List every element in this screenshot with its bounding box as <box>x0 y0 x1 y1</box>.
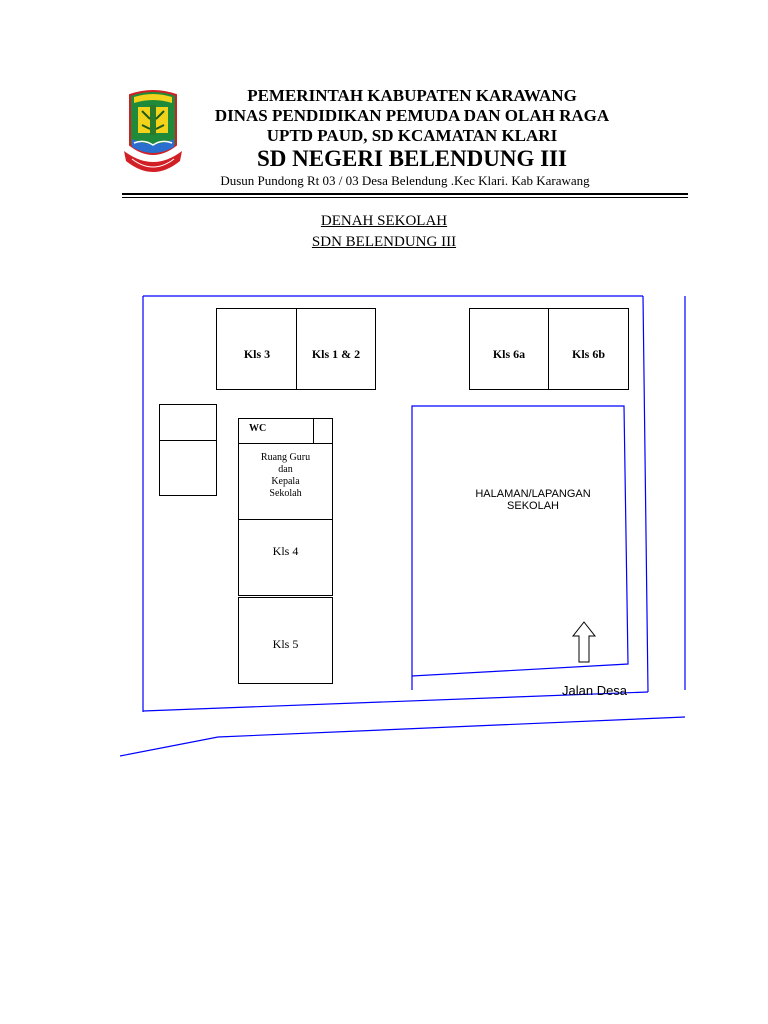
room-kls-5 <box>238 597 333 684</box>
room-wc-small <box>313 418 333 444</box>
room-kls-4-label: Kls 4 <box>272 544 299 558</box>
room-ruang-guru <box>238 443 333 520</box>
room-kls-6a <box>469 308 549 390</box>
school-address: Dusun Pundong Rt 03 / 03 Desa Belendung .Kec Klari. Kab Karawang <box>220 173 590 188</box>
room-kls-3-label: Kls 3 <box>243 347 271 361</box>
header-line-1: PEMERINTAH KABUPATEN KARAWANG <box>247 86 577 105</box>
room-wc <box>238 418 314 444</box>
small-building-lower <box>159 440 217 496</box>
small-building-upper <box>159 404 217 441</box>
road-edge <box>120 717 685 756</box>
room-kls-4 <box>238 519 333 596</box>
school-name: SD NEGERI BELENDUNG III <box>257 146 567 171</box>
header-line-3: UPTD PAUD, SD KCAMATAN KLARI <box>266 126 558 145</box>
road-label: Jalan Desa <box>562 683 628 698</box>
field-label-line-1: HALAMAN/LAPANGAN <box>475 488 591 500</box>
map-title-line-1: DENAH SEKOLAH <box>320 213 448 229</box>
room-ruang-guru-line-2: dan <box>278 464 293 475</box>
room-wc-label: WC <box>249 423 267 434</box>
room-kls-6b <box>548 308 629 390</box>
room-kls-5-label: Kls 5 <box>272 637 299 651</box>
room-kls-3 <box>216 308 297 390</box>
header-line-2: DINAS PENDIDIKAN PEMUDA DAN OLAH RAGA <box>214 106 610 125</box>
room-kls-6b-label: Kls 6b <box>571 347 605 361</box>
field-label-line-2: SEKOLAH <box>507 500 559 512</box>
map-title-line-2: SDN BELENDUNG III <box>311 234 457 250</box>
room-ruang-guru-line-1: Ruang Guru <box>260 452 311 463</box>
room-kls-6a-label: Kls 6a <box>492 347 526 361</box>
room-kls-1-2-label: Kls 1 & 2 <box>311 347 361 361</box>
room-ruang-guru-line-3: Kepala <box>271 476 300 487</box>
room-kls-1-2 <box>296 308 376 390</box>
room-ruang-guru-line-4: Sekolah <box>269 488 302 499</box>
north-arrow-icon <box>573 622 595 662</box>
field-outline <box>412 406 628 676</box>
